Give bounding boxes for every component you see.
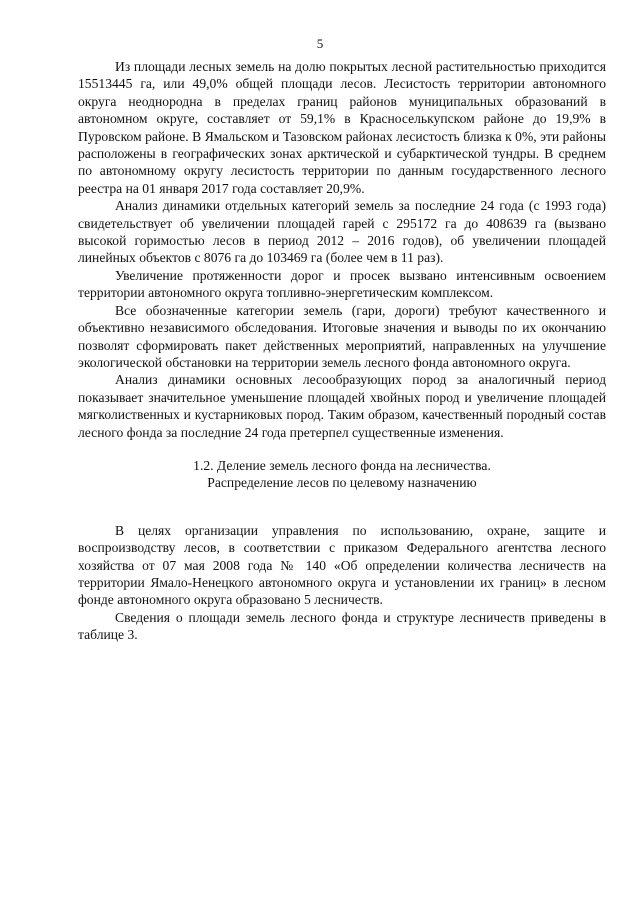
section-heading bbox=[78, 457, 606, 492]
paragraph-roads-increase: Увеличение протяженности дорог и просек вызвано интенсивным освоением территории автономного округа топливно-энергетическим комплексом. bbox=[78, 267, 606, 301]
paragraph-survey-requirement: Все обозначенные категории земель (гари, дороги) требуют качественного и объективно независимого обследования. Итоговые значения и выводы по их окончанию позволят сформировать пакет действенных мероприятий, направленных на улучшение экологической обстановки на территории земель лесного фонда автономного округа. bbox=[78, 302, 606, 370]
section-heading-line-1: 1.2. Деление земель лесного фонда на лесничества. bbox=[193, 457, 491, 473]
section-heading-line-2: Распределение лесов по целевому назначению bbox=[207, 475, 477, 491]
paragraph-forest-cover: Из площади лесных земель на долю покрытых лесной растительностью приходится 15513445 га, или 49,0% общей площади лесов. Лесистость территории автономного округа неоднородна в пределах границ районов муниципальных образований в автономном округе, составляет от 59,1% в Красноселькупском районе до 19,9% в Пуровском районе. В Ямальском и Тазовском районах лесистость близка к 0%, эти районы расположены в географических зонах арктической и субарктической тундры. В среднем по автономному округу лесистость территории по данным государственного лесного реестра на 01 января 2017 года составляет 20,9%. bbox=[78, 59, 606, 196]
page-number: 5 bbox=[316, 36, 324, 51]
paragraph-species-dynamics: Анализ динамики основных лесообразующих пород за аналогичный период показывает значительное уменьшение площадей хвойных пород и увеличение площадей мягколиственных и кустарниковых пород. Таким образом, качественный породный состав лесного фонда за последние 24 года претерпел существенные изменения. bbox=[78, 372, 606, 440]
paragraph-land-categories-dynamics: Анализ динамики отдельных категорий земель за последние 24 года (с 1993 года) свидетельствует об увеличении площадей гарей с 295172 га до 408639 га (вызвано высокой горимостью лесов в период 2012 – 2016 годов), об увеличении площадей линейных объектов с 8076 га до 103469 га (более чем в 11 раз). bbox=[78, 198, 606, 266]
page-content bbox=[78, 58, 606, 644]
paragraph-forestries-establishment: В целях организации управления по использованию, охране, защите и воспроизводству лесов, в соответствии с приказом Федерального агентства лесного хозяйства от 07 мая 2008 года № 140 «Об определении количества лесничеств на территории Ямало-Ненецкого автономного округа и установлении их границ» в лесном фонде автономного округа образовано 5 лесничеств. bbox=[78, 522, 606, 608]
paragraph-table-reference: Сведения о площади земель лесного фонда и структуре лесничеств приведены в таблице 3. bbox=[78, 609, 606, 643]
